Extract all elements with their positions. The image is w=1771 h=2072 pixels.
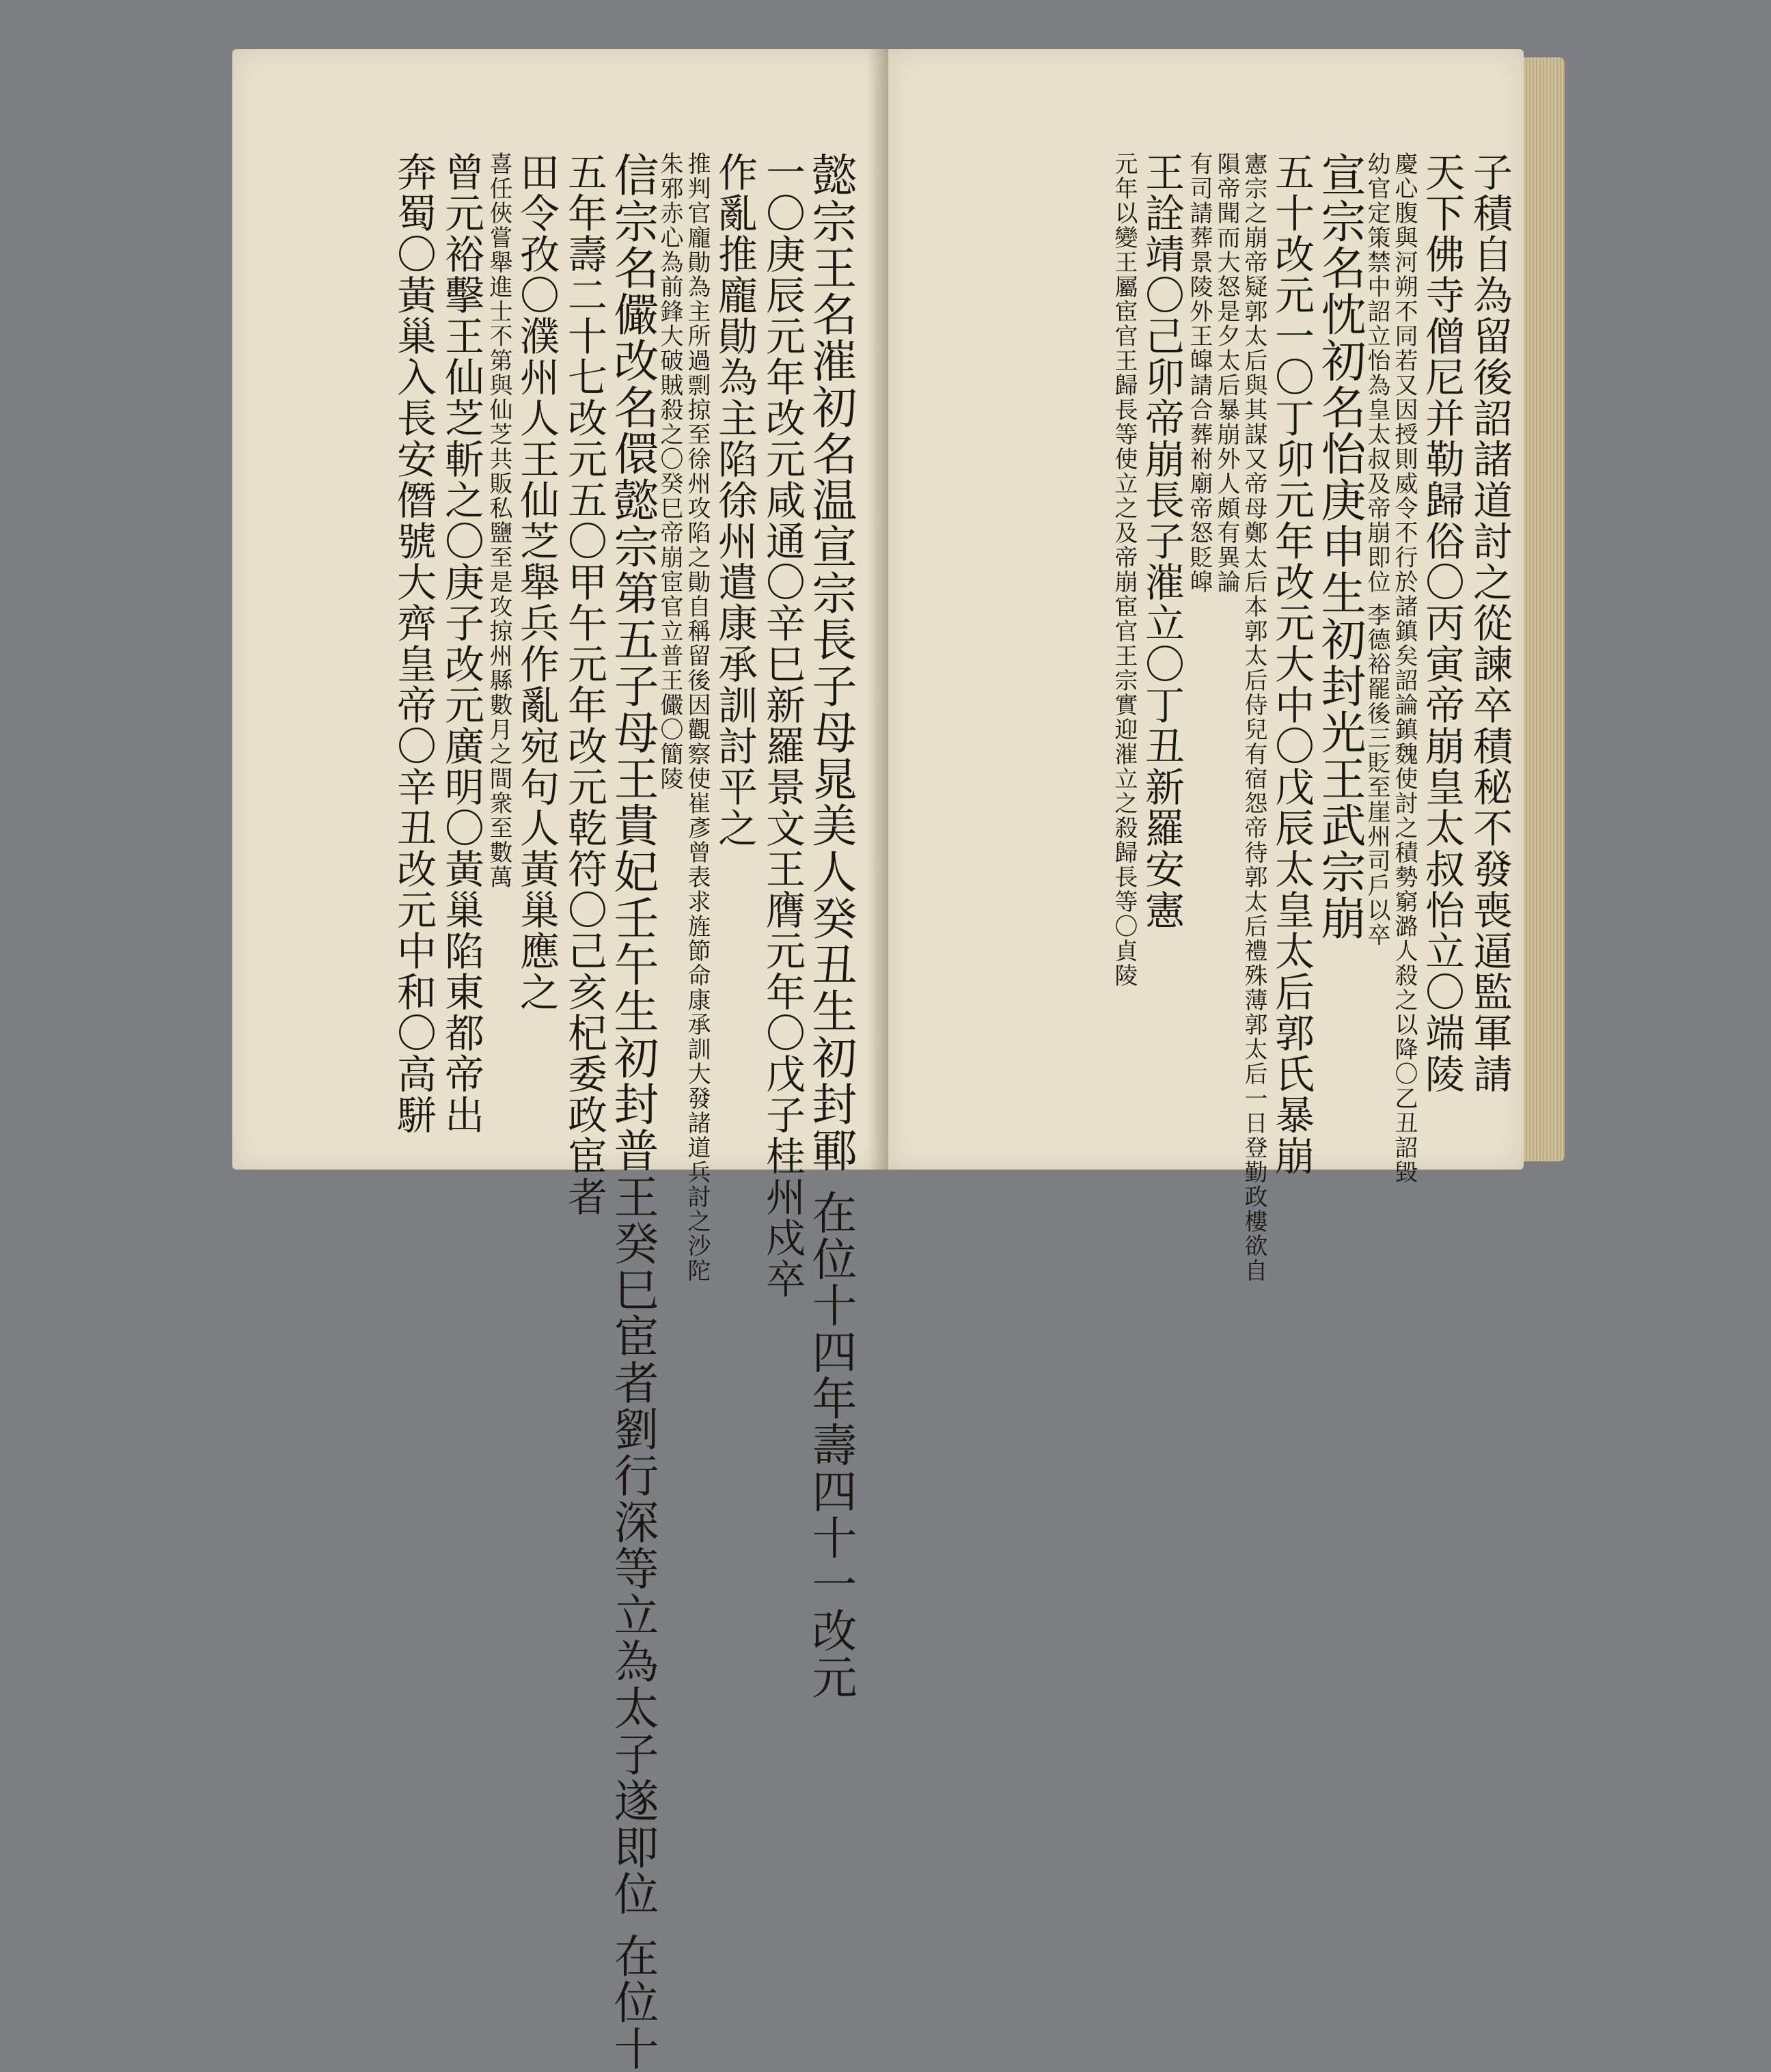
text-column: 懿宗王名漼初名温宣宗長子母晁美人癸丑生初封鄆 在位十四年壽四十一改元	[804, 152, 857, 1700]
text-column: 五年壽二十七改元五〇甲午元年改元乾符〇己亥杞委政宦者	[561, 152, 607, 1217]
text-column: 子積自為留後詔諸道討之從諫卒積秘不發喪逼監軍請	[1466, 152, 1513, 1094]
text-column: 田令孜〇濮州人王仙芝舉兵作亂宛句人黃巢應之	[513, 152, 560, 1012]
text-column: 王詮靖〇己卯帝崩長子漼立〇丁丑新羅安憲	[1138, 152, 1185, 930]
text-column: 五十改元一〇丁卯元年改元大中〇戊辰太皇太后郭氏暴崩	[1268, 152, 1315, 1176]
text-column: 天下佛寺僧尼并勒歸俗〇丙寅帝崩皇太叔怡立〇端陵	[1418, 152, 1465, 1094]
left-page	[232, 49, 888, 2072]
text-column: 信宗名儼改名儇懿宗第五子母王貴妃壬午生初封普王癸巳宦者劉行深等立為太子遂即位 在位十	[606, 152, 659, 2072]
text-column: 宣宗名忱初名怡庚申生初封光王武宗崩	[1313, 152, 1366, 941]
text-column: 作亂推龐勛為主陷徐州遣康承訓討平之	[711, 152, 758, 848]
text-column-annotation: 喜任俠嘗舉進士不第與仙芝共販私鹽至是攻掠州縣數月之間衆至數萬	[485, 152, 512, 889]
text-column-annotation: 朱邪赤心為前鋒大破賊殺之〇癸巳帝崩宦官立普王儼〇簡陵	[656, 152, 683, 791]
text-column-annotation: 隕帝聞而大怒是夕太后暴崩外人頗有異論	[1213, 152, 1240, 594]
text-column-annotation: 幼官定策禁中詔立怡為皇太叔及帝崩即位 李德裕罷後三貶至崖州司戶以卒	[1363, 152, 1390, 948]
open-book	[232, 49, 1575, 2072]
text-column: 曾元裕擊王仙芝斬之〇庚子改元廣明〇黃巢陷東都帝出	[438, 152, 484, 1135]
right-page	[888, 49, 1524, 1283]
right-page-text	[919, 152, 1513, 1283]
text-column: 奔蜀〇黃巢入長安僭號大齊皇帝〇辛丑改元中和〇高駢	[390, 152, 437, 1135]
text-column-annotation: 慶心腹與河朔不同若又因授則威令不行於諸鎮矣詔論鎮魏使討之積勢窮潞人殺之以降〇乙丑詔毀	[1390, 152, 1418, 1185]
text-column-annotation: 有司請葬景陵外王皡請合葬祔廟帝怒貶皡	[1185, 152, 1213, 594]
page-edges	[1524, 57, 1565, 1161]
text-column-annotation: 元年以變王屬宦官王歸長等使立之及帝崩宦官王宗實迎漼立之殺歸長等〇貞陵	[1110, 152, 1138, 988]
left-page-text	[280, 152, 857, 2072]
text-column: 一〇庚辰元年改元咸通〇辛巳新羅景文王膺元年〇戊子桂州戍卒	[759, 152, 806, 1299]
text-column-annotation: 憲宗之崩帝疑郭太后與其謀又帝母鄭太后本郭太后侍兒有宿怨帝待郭太后禮殊薄郭太后一日登勤政樓欲自	[1240, 152, 1267, 1283]
text-column-annotation: 推判官龐勛為主所過剽掠至徐州攻陷之勛自稱留後因觀察使崔彥曾表求旌節命康承訓大發諸道兵討之沙陀	[683, 152, 711, 1283]
